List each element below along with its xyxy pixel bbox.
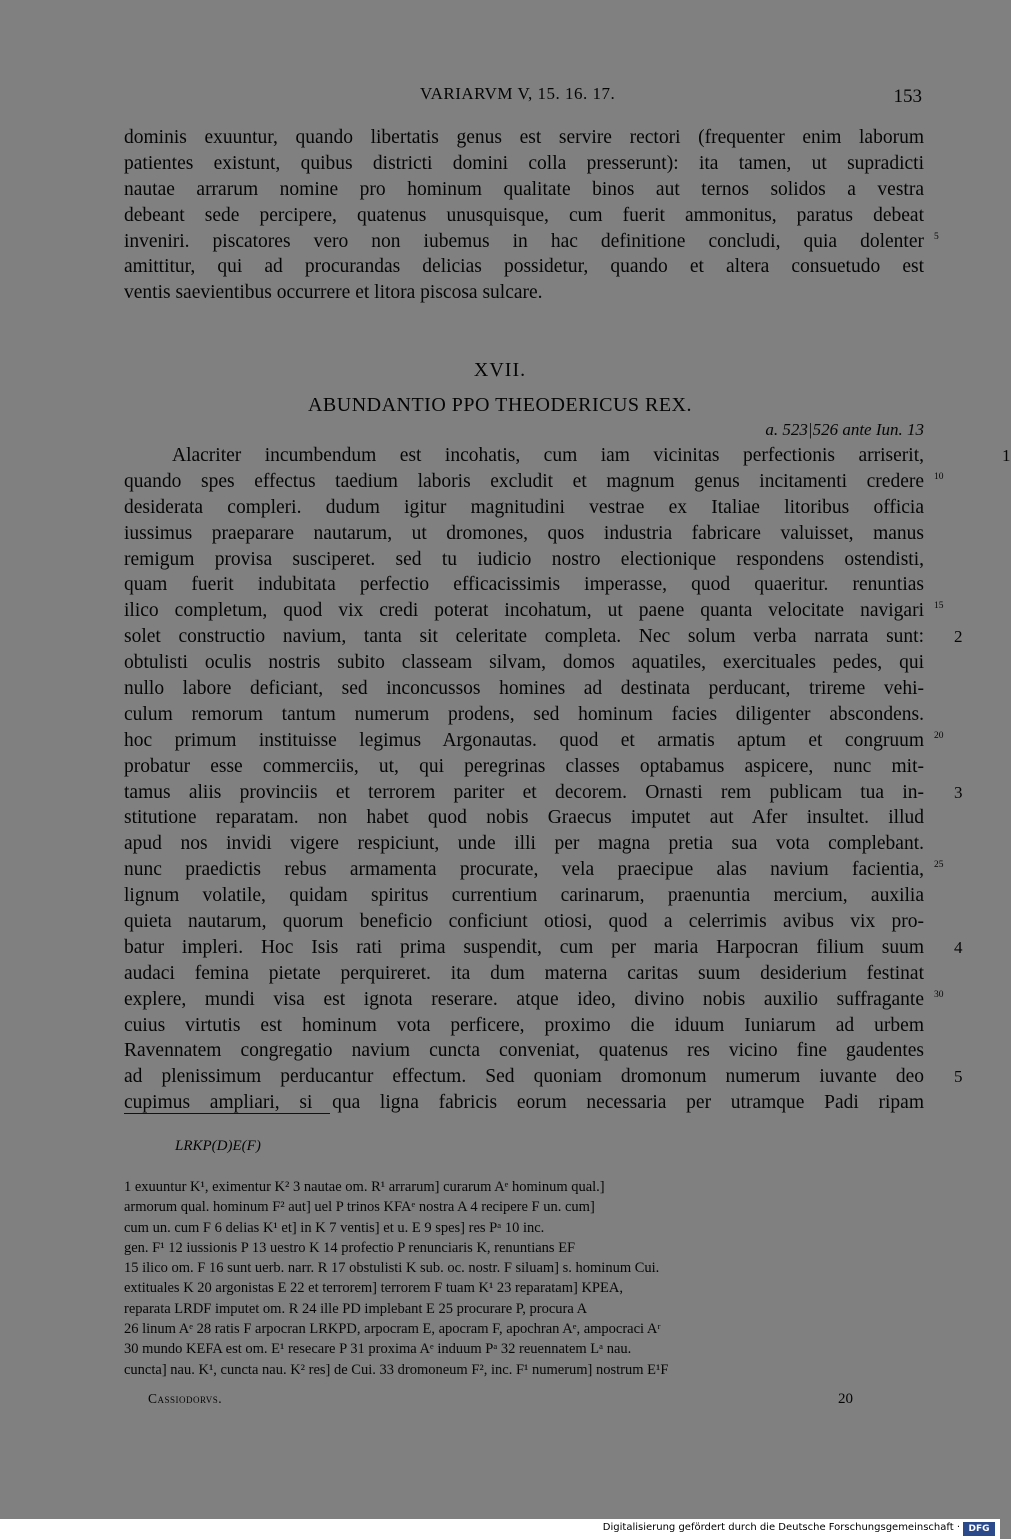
line-text: tamus aliis provinciis et terrorem pariter et decorem. Ornasti rem publicam tua in- (124, 781, 924, 803)
line-text: culum remorum tantum numerum prodens, sed hominum facies diligenter abscondens. (124, 703, 924, 725)
running-title: VARIARVM V, 15. 16. 17. (420, 84, 616, 103)
text-line (124, 203, 924, 229)
margin-line-number: 5 (934, 231, 939, 242)
line-text: quando spes effectus taedium laboris excludit et magnum genus incitamenti credere (124, 470, 924, 492)
critical-apparatus (124, 1177, 928, 1380)
margin-line-number: 30 (934, 989, 944, 1000)
text-line (124, 961, 924, 987)
text-line (124, 909, 924, 935)
digitization-footer (0, 1519, 1000, 1539)
line-text: apud nos invidi vigere respiciunt, unde illi per magna pretia sua vota complebant. (124, 833, 924, 855)
text-line (124, 1064, 963, 1090)
line-text: ad plenissimum perducantur effectum. Sed quoniam dromonum numerum iuvante deo (124, 1066, 924, 1088)
text-line (124, 780, 963, 806)
text-line (124, 177, 924, 203)
apparatus-line: gen. F¹ 12 iussionis P 13 uestro K 14 profectio P renunciaris K, renuntians EF (124, 1239, 576, 1256)
signature-sheet-number: 20 (838, 1391, 853, 1407)
line-text: quam fuerit indubitata perfectio efficacissimis imperasse, quod quaeritur. renuntias (124, 574, 924, 596)
apparatus-line: cum un. cum F 6 delias K¹ et] in K 7 ventis] et u. E 9 spes] res Pᵃ 10 inc. (124, 1219, 545, 1236)
text-line (124, 547, 924, 573)
text-line (124, 469, 944, 495)
text-line (124, 443, 1011, 469)
line-text: ilico completum, quod vix credi poterat incohatum, ut paene quanta velocitate navigari (124, 600, 924, 622)
apparatus-line: 30 mundo KEFA est om. E¹ resecare P 31 proxima Aᵉ induum Pᵃ 32 reuennatem Lᵃ nau. (124, 1341, 632, 1358)
dfg-logo: DFG (963, 1522, 995, 1536)
line-text: Alacriter incumbendum est incohatis, cum iam vicinitas perfectionis arriserit, (172, 445, 924, 466)
text-line (124, 598, 944, 624)
text-line (124, 1013, 924, 1039)
apparatus-line: cuncta] nau. K¹, cuncta nau. K² res] de Cui. 33 dromoneum F², inc. F¹ numerum] nostrum E¹F (124, 1361, 669, 1378)
margin-line-number: 20 (934, 730, 944, 741)
line-text: nunc praedictis rebus armamenta procurate, vela praecipue alas navium facientia, (124, 859, 924, 881)
page-number: 153 (893, 86, 922, 107)
line-text: solet constructio navium, tanta sit celeritate completa. Nec solum verba narrata sunt: (124, 626, 924, 648)
text-line (124, 728, 944, 754)
text-line (124, 831, 924, 857)
line-text: quieta nautarum, quorum beneficio conficiunt otiosi, quod a celerrimis avibus vix pro- (124, 911, 924, 933)
line-text: desiderata compleri. dudum igitur magnitudini vestrae ex Italiae litoribus officia (124, 496, 924, 518)
section-number: 3 (954, 782, 963, 802)
running-header (0, 84, 1000, 110)
text-line (124, 1038, 924, 1064)
text-line (124, 805, 924, 831)
section-number: 2 (954, 627, 963, 647)
apparatus-sigla: LRKP(D)E(F) (175, 1138, 261, 1154)
section-number: 4 (954, 937, 963, 957)
line-text: remigum provisa susciperet. sed tu iudicio nostro electionique respondens ostendisti, (124, 548, 924, 570)
line-text: patientes existunt, quibus districti domini colla presserunt): ita tamen, ut supradicti (124, 152, 924, 174)
text-line (124, 521, 924, 547)
text-line (124, 254, 924, 280)
apparatus-line: extituales K 20 argonistas E 22 et terrorem] terrorem F tuam K¹ 23 reparatam] KPEA, (124, 1280, 623, 1297)
line-text: inveniri. piscatores vero non iubemus in hac definitione concludi, quia dolenter (124, 230, 924, 252)
line-text: audaci femina pietate perquireret. ita dum materna caritas suum desiderium festinat (124, 962, 924, 984)
letter-number: XVII. (473, 359, 527, 381)
text-line (124, 987, 944, 1013)
line-text: dominis exuuntur, quando libertatis genus est servire rectori (frequenter enim laborum (124, 127, 924, 148)
line-text: batur impleri. Hoc Isis rati prima suspendit, cum per maria Harpocran filium suum (124, 936, 924, 958)
margin-line-number: 15 (934, 601, 944, 612)
text-line (124, 883, 924, 909)
line-text: lignum volatile, quidam spiritus currentium carinarum, praenuntia mercium, auxilia (124, 885, 924, 907)
line-text: cuius virtutis est hominum vota perficere, proximo die iduum Iuniarum ad urbem (124, 1014, 924, 1036)
signature-author: Cassiodorvs. (148, 1391, 223, 1406)
text-line (124, 702, 924, 728)
line-text: nautae arrarum nomine pro hominum qualitate binos aut ternos solidos a vestra (124, 178, 924, 200)
line-text: obtulisti oculis nostris subito classeam silvam, domos aquatiles, exercituales pedes, qui (124, 652, 924, 674)
apparatus-line: armorum qual. hominum F² aut] uel P trinos KFAᵉ nostra A 4 recipere F un. cum] (124, 1199, 595, 1216)
line-text: cupimus ampliari, si qua ligna fabricis eorum necessaria per utramque Padi ripam (124, 1092, 924, 1114)
text-line (124, 280, 924, 306)
text-line (124, 935, 963, 961)
text-line (124, 650, 924, 676)
text-line (124, 151, 924, 177)
apparatus-line: 26 linum Aᵉ 28 ratis F arpocran LRKPD, arpocram E, apocram F, apochran Aᵉ, ampocraci Aʳ (124, 1321, 661, 1338)
line-text: amittitur, qui ad procurandas delicias possidetur, quando et altera consuetudo est (124, 256, 924, 278)
text-line (124, 125, 924, 151)
text-line (124, 857, 944, 883)
section-number: 1 (1002, 446, 1011, 465)
line-text: nullo labore deficiant, sed inconcussos homines ad destinata perducant, trireme vehi- (124, 678, 924, 700)
line-text: Ravennatem congregatio navium cuncta conveniat, quatenus res vicino fine gaudentes (124, 1040, 924, 1062)
footer-credit: Digitalisierung gefördert durch die Deutsche Forschungsgemeinschaft · (602, 1522, 960, 1533)
letter-address: ABUNDANTIO PPO THEODERICUS REX. (307, 394, 693, 416)
text-line (124, 624, 963, 650)
apparatus-line: reparata LRDF imputet om. R 24 ille PD implebant E 25 procurare P, procura A (124, 1300, 588, 1317)
letter-body (124, 443, 1011, 1116)
apparatus-divider (124, 1113, 330, 1114)
line-text: debeant sede percipere, quatenus unusquisque, cum fuerit ammonitus, paratus debeat (124, 204, 924, 226)
apparatus-line: 1 exuuntur K¹, eximentur K² 3 nautae om. R¹ arrarum] curarum Aᵉ hominum qual.] (124, 1179, 605, 1195)
section-number: 5 (954, 1067, 963, 1087)
text-line (124, 572, 924, 598)
text-line (124, 676, 924, 702)
text-line (124, 754, 924, 780)
apparatus-line: 15 ilico om. F 16 sunt uerb. narr. R 17 obstulisti K sub. oc. nostr. F siluam] s. hominum Cui. (124, 1260, 660, 1277)
line-text: hoc primum instituisse legimus Argonautas. quod et armatis aptum et congruum (124, 729, 924, 751)
text-line (124, 495, 924, 521)
line-text: iussimus praeparare nautarum, ut dromones, quos industria fabricare valuisset, manus (124, 522, 924, 544)
letter-date: a. 523|526 ante Iun. 13 (765, 420, 924, 439)
margin-line-number: 10 (934, 471, 944, 482)
margin-line-number: 25 (934, 860, 944, 871)
preceding-letter-text (124, 125, 939, 306)
line-text: explere, mundi visa est ignota reserare. atque ideo, divino nobis auxilio suffragante (124, 988, 924, 1010)
line-text: stitutione reparatam. non habet quod nobis Graecus imputet aut Afer insultet. illud (124, 807, 924, 829)
line-text: ventis saevientibus occurrere et litora piscosa sulcare. (124, 282, 543, 304)
line-text: probatur esse commerciis, ut, qui peregrinas classes optabamus aspicere, nunc mit- (124, 755, 924, 777)
text-line (124, 229, 939, 255)
